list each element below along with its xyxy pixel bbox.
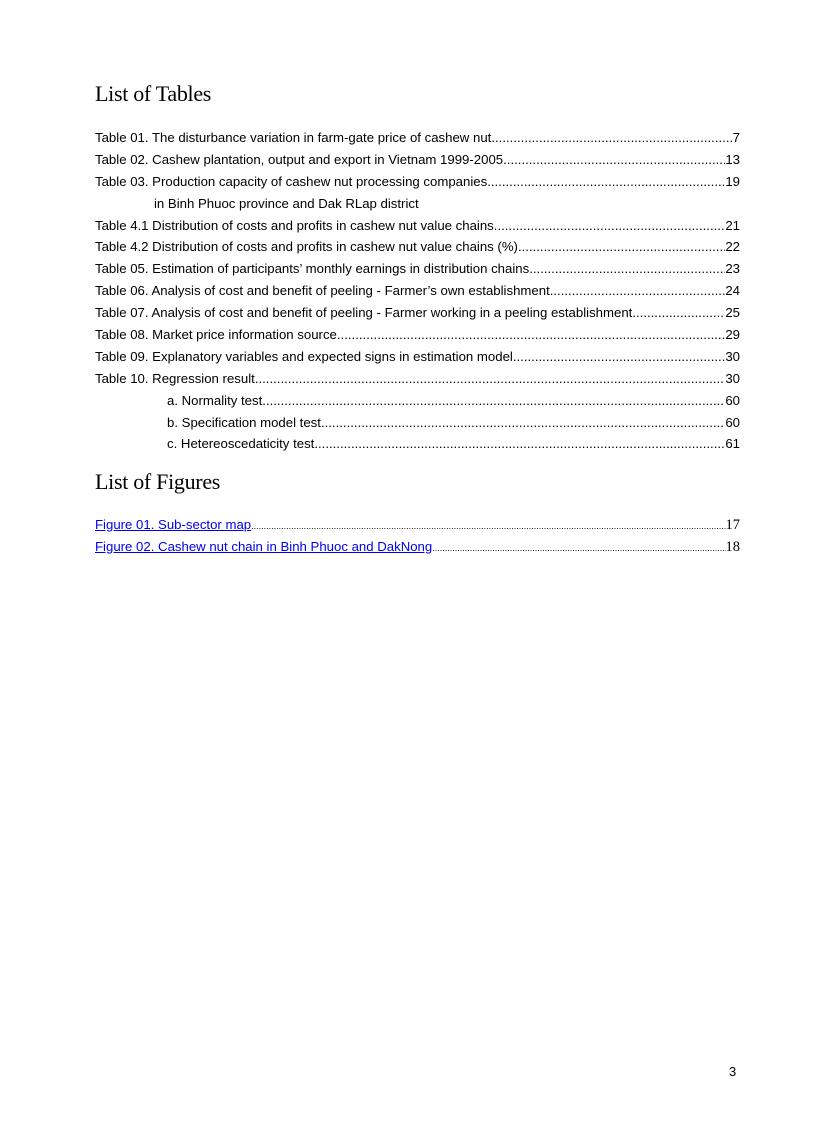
toc-entry-page: 22 bbox=[725, 239, 740, 255]
dot-leader bbox=[503, 149, 725, 171]
toc-entry-page: 21 bbox=[725, 217, 740, 233]
toc-entry-page: 25 bbox=[725, 305, 740, 321]
toc-entry-page: 24 bbox=[725, 283, 740, 299]
toc-entry-table-10[interactable] bbox=[95, 368, 740, 390]
toc-entry-page: 18 bbox=[725, 538, 740, 555]
toc-entry-label: Table 05. Estimation of participants’ monthly earnings in distribution chains bbox=[95, 261, 530, 277]
dot-leader bbox=[632, 302, 725, 324]
toc-entry-heteroscedasticity-test[interactable] bbox=[95, 433, 740, 455]
toc-entry-label: b. Specification model test bbox=[167, 414, 321, 430]
toc-entry-table-07[interactable] bbox=[95, 302, 740, 324]
toc-entry-page: 61 bbox=[725, 436, 740, 452]
dot-leader bbox=[491, 127, 732, 149]
toc-entry-table-05[interactable] bbox=[95, 258, 740, 280]
toc-entry-label: Table 4.2 Distribution of costs and profits in cashew nut value chains (%) bbox=[95, 239, 518, 255]
dot-leader bbox=[487, 171, 725, 193]
dot-leader bbox=[513, 346, 725, 368]
dot-leader bbox=[337, 324, 725, 346]
figures-toc-list bbox=[95, 514, 740, 558]
figure-02-link[interactable]: Figure 02. Cashew nut chain in Binh Phuoc and DakNong bbox=[95, 538, 433, 554]
toc-entry-specification-test[interactable] bbox=[95, 412, 740, 434]
toc-entry-table-06[interactable] bbox=[95, 280, 740, 302]
toc-entry-page: 30 bbox=[725, 370, 740, 386]
toc-entry-label: Table 09. Explanatory variables and expected signs in estimation model bbox=[95, 348, 513, 364]
toc-entry-label: Table 08. Market price information source bbox=[95, 327, 337, 343]
toc-entry-table-4-1[interactable] bbox=[95, 215, 740, 237]
dot-leader bbox=[321, 412, 725, 434]
toc-entry-normality-test[interactable] bbox=[95, 390, 740, 412]
toc-entry-table-02[interactable] bbox=[95, 149, 740, 171]
dot-leader bbox=[529, 258, 725, 280]
toc-entry-label: Table 07. Analysis of cost and benefit of peeling - Farmer working in a peeling establishment bbox=[95, 305, 633, 321]
toc-entry-page: 19 bbox=[725, 173, 740, 189]
dot-leader bbox=[494, 215, 726, 237]
toc-entry-page: 7 bbox=[732, 130, 740, 145]
dot-leader bbox=[262, 390, 725, 412]
toc-entry-label: Table 03. Production capacity of cashew nut processing companies bbox=[95, 173, 488, 189]
page-number: 3 bbox=[729, 1064, 737, 1079]
toc-entry-continuation: in Binh Phuoc province and Dak RLap district bbox=[154, 195, 419, 211]
list-of-tables-heading: List of Tables bbox=[95, 81, 212, 106]
dot-leader bbox=[550, 280, 726, 302]
toc-entry-table-09[interactable] bbox=[95, 346, 740, 368]
toc-entry-page: 13 bbox=[725, 151, 740, 167]
dot-leader bbox=[251, 516, 725, 538]
toc-entry-label: Table 4.1 Distribution of costs and profits in cashew nut value chains bbox=[95, 217, 494, 233]
toc-entry-page: 60 bbox=[725, 392, 740, 408]
toc-entry-label: c. Hetereoscedaticity test bbox=[167, 436, 315, 452]
toc-entry-page: 60 bbox=[725, 414, 740, 430]
toc-entry-table-4-2[interactable] bbox=[95, 236, 740, 258]
toc-entry-figure-01[interactable] bbox=[95, 514, 740, 536]
figure-01-link[interactable]: Figure 01. Sub-sector map bbox=[95, 517, 252, 532]
toc-entry-label: Table 10. Regression result bbox=[95, 370, 255, 386]
dot-leader bbox=[518, 236, 725, 258]
toc-entry-table-03[interactable] bbox=[95, 171, 740, 193]
dot-leader bbox=[432, 538, 725, 560]
toc-entry-label: Table 06. Analysis of cost and benefit of peeling - Farmer’s own establishment bbox=[95, 283, 550, 299]
toc-entry-page: 23 bbox=[725, 261, 740, 277]
toc-entry-page: 30 bbox=[725, 348, 740, 364]
toc-entry-page: 29 bbox=[725, 327, 740, 343]
tables-toc-list bbox=[95, 127, 740, 455]
toc-entry-label: Table 01. The disturbance variation in farm-gate price of cashew nut bbox=[95, 130, 492, 145]
toc-entry-table-01[interactable] bbox=[95, 127, 740, 149]
toc-entry-label: Table 02. Cashew plantation, output and export in Vietnam 1999-2005 bbox=[95, 151, 504, 167]
toc-entry-table-08[interactable] bbox=[95, 324, 740, 346]
toc-entry-figure-02[interactable] bbox=[95, 536, 740, 558]
dot-leader bbox=[255, 368, 726, 390]
toc-entry-page: 17 bbox=[725, 517, 740, 533]
toc-entry-label: a. Normality test bbox=[167, 392, 263, 408]
dot-leader bbox=[314, 433, 725, 455]
list-of-figures-heading: List of Figures bbox=[95, 469, 221, 494]
